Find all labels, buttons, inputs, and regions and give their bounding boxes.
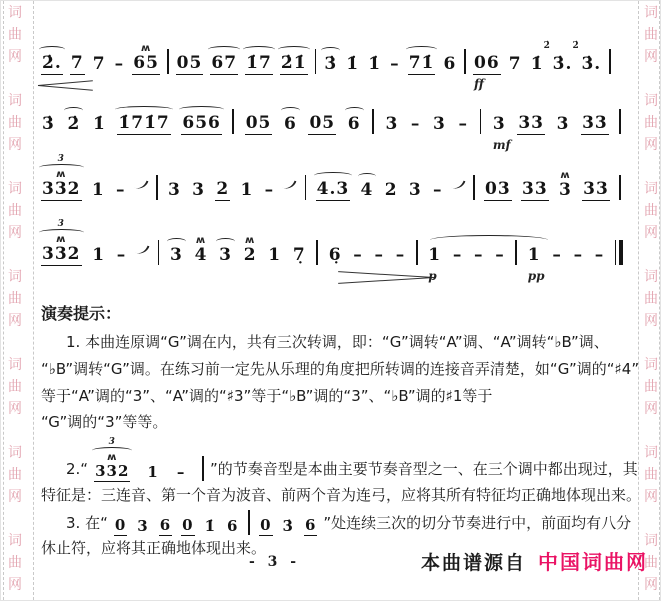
note: 3̇ <box>323 55 338 75</box>
decrescendo-hairpin <box>338 273 434 283</box>
right-margin-dashed-line <box>638 1 639 600</box>
slur-arc <box>208 46 240 53</box>
left-margin-dashed-line <box>33 1 34 600</box>
watermark-character: 网 <box>8 401 22 417</box>
note: 6 <box>159 516 172 534</box>
watermark-character: 网 <box>8 137 22 153</box>
duration-dash: – <box>495 245 505 265</box>
slur-arc <box>281 107 300 114</box>
note: 06 ff <box>474 53 500 91</box>
note: 1 <box>147 463 159 481</box>
barline <box>619 175 621 200</box>
duration-dash: – <box>374 245 384 265</box>
duration-dash: – <box>390 54 400 74</box>
duration-dash: – <box>176 463 186 481</box>
note: 3 <box>169 246 184 266</box>
note: 4 ʍ <box>194 246 209 266</box>
note: 4.3 <box>316 180 351 201</box>
barline <box>167 49 169 74</box>
tips-para1-line3: 等于“A”调的“3”、“A”调的“♯3”等于“♭B”调的“3”、“♭B”调的♯1等于 <box>41 387 493 405</box>
note: 1̇ <box>204 517 217 535</box>
tie-arc <box>430 235 548 245</box>
watermark-character: 网 <box>8 225 22 241</box>
breath-mark <box>135 242 149 256</box>
source-site-name: 中国词曲网 <box>538 550 648 574</box>
note: 656 <box>181 114 222 135</box>
watermark-character: 词 <box>644 533 658 549</box>
note: 3 <box>192 180 205 200</box>
slur-arc <box>243 46 275 53</box>
watermark-character: 曲 <box>8 555 22 571</box>
tips-para2-line2: 特征是：三连音、第一个音为波音、前两个音为连弓，应将其所有特征均正确地体现出来。 <box>41 486 642 504</box>
slur-arc <box>345 107 364 114</box>
watermark-character: 曲 <box>644 555 658 571</box>
note: 71̇ <box>408 54 436 75</box>
duration-dash: – <box>115 180 126 200</box>
note: 1̇ <box>368 54 382 74</box>
slur-arc <box>179 106 224 113</box>
watermark-character: 词 <box>8 93 22 109</box>
duration-dash: – <box>433 180 443 200</box>
note: 65 ʍ <box>132 54 160 75</box>
duration-dash: – <box>116 245 127 265</box>
watermark-character: 曲 <box>8 379 22 395</box>
duration-dash: – <box>114 54 125 74</box>
slur-arc <box>358 173 377 180</box>
watermark-character: 曲 <box>644 27 658 43</box>
note: 3 <box>556 114 570 134</box>
watermark-character: 词 <box>644 357 658 373</box>
watermark-character: 曲 <box>8 27 22 43</box>
left-edge-dashed-line <box>3 1 4 600</box>
watermark-character: 曲 <box>644 467 658 483</box>
barline <box>305 175 307 200</box>
note: 2 <box>384 180 398 200</box>
note: 2̇ <box>66 115 81 135</box>
watermark-character: 词 <box>644 93 658 109</box>
watermark-character: 曲 <box>8 115 22 131</box>
tips-para1-line1: 1. 本曲连原调“G”调在内，共有三次转调，即：“G”调转“A”调、“A”调转“♭B”调、 <box>66 333 609 351</box>
watermark-character: 曲 <box>644 291 658 307</box>
dynamic-marking: pp <box>527 269 545 283</box>
duration-dash: – <box>594 245 605 265</box>
note: 3 mf <box>492 114 511 152</box>
barline <box>464 49 466 74</box>
watermark-character: 曲 <box>644 115 658 131</box>
note: 7̣ <box>292 245 306 265</box>
music-line-1 <box>41 41 611 91</box>
triplet-mordent-mark: 3 ʍ <box>92 438 132 462</box>
watermark-right-column <box>644 1 661 600</box>
slur-arc <box>216 238 235 245</box>
note: 3̇. 2̇ <box>543 41 573 74</box>
note: 332 3 ʍ <box>94 463 130 482</box>
note: 1̇7 <box>245 54 273 75</box>
note: 4 <box>360 181 375 201</box>
note: 1 <box>268 245 282 265</box>
note: 6 <box>347 115 362 135</box>
watermark-character: 词 <box>8 357 22 373</box>
watermark-character: 网 <box>8 489 22 505</box>
duration-dash: – <box>573 245 584 265</box>
watermark-character: 词 <box>8 5 22 21</box>
tips-para3-post: ”处连续三次的切分节奏进行中，前面均有八分 <box>323 514 632 532</box>
note: 6 <box>304 516 317 534</box>
slur-arc <box>115 106 172 113</box>
dynamic-marking: mf <box>492 138 511 152</box>
mordent-mark: ʍ <box>140 43 152 54</box>
barline <box>619 109 621 134</box>
duration-dash: – <box>552 245 562 265</box>
slur-arc <box>64 107 83 114</box>
barline <box>158 240 160 265</box>
duration-dash: – <box>353 245 363 265</box>
note: 33 <box>582 113 608 133</box>
note: 05 <box>176 53 203 73</box>
page-number: - 3 - <box>249 554 301 570</box>
note: 1̇ <box>346 54 360 74</box>
dynamic-marking: p <box>428 269 437 283</box>
watermark-character: 网 <box>644 577 658 593</box>
note: 7 <box>92 54 106 74</box>
note: 6 <box>227 517 239 535</box>
inline-notation-rhythm-motif <box>94 437 204 482</box>
breath-mark <box>134 177 148 191</box>
tips-para2-pre: 2.“ <box>66 460 89 478</box>
note: 332 3 ʍ <box>41 245 82 266</box>
breath-mark <box>283 177 297 191</box>
note: 33 <box>583 179 609 199</box>
note: 0 <box>260 516 272 534</box>
watermark-character: 词 <box>644 5 658 21</box>
duration-dash: – <box>452 245 463 265</box>
note: 6̣ <box>328 246 343 266</box>
watermark-character: 曲 <box>644 203 658 219</box>
barline <box>480 109 482 134</box>
note: 3̇ <box>282 517 294 535</box>
note: 67 <box>210 54 238 75</box>
note: 2 <box>216 179 230 199</box>
watermark-character: 网 <box>644 401 658 417</box>
final-barline <box>615 240 623 265</box>
watermark-character: 网 <box>644 225 658 241</box>
note: 1̇71̇7 <box>117 114 170 135</box>
barline <box>316 240 318 265</box>
watermark-character: 网 <box>644 137 658 153</box>
note: 05 <box>245 113 272 133</box>
note: 03 <box>485 179 511 199</box>
note: 3̇. 2̇ <box>572 41 602 74</box>
music-line-3 <box>41 154 621 201</box>
note: 1̇ <box>92 114 106 134</box>
watermark-character: 词 <box>644 269 658 285</box>
watermark-character: 词 <box>644 445 658 461</box>
barline <box>515 240 517 265</box>
tips-para2-line1 <box>66 437 638 482</box>
watermark-character: 词 <box>8 269 22 285</box>
slur-arc <box>278 46 310 53</box>
note: 2̇. <box>41 54 63 75</box>
note: 3 <box>433 114 446 134</box>
note: 3 <box>385 114 399 134</box>
note: 2̇1̇ <box>280 54 308 75</box>
duration-dash: – <box>410 114 421 134</box>
tips-para3-pre: 3. 在“ <box>66 514 108 532</box>
note: 1 pp <box>527 245 545 283</box>
watermark-character: 网 <box>644 489 658 505</box>
note: 05 <box>309 113 336 133</box>
barline <box>202 456 204 481</box>
note: 33 <box>518 113 544 133</box>
note: 3 ʍ <box>558 181 573 201</box>
watermark-character: 曲 <box>8 291 22 307</box>
note: 3 <box>168 180 181 200</box>
duration-dash: – <box>264 180 275 200</box>
duration-dash: – <box>474 245 484 265</box>
tips-para1-line4: “G”调的“3”等等。 <box>41 413 168 431</box>
slur-arc <box>167 238 186 245</box>
watermark-character: 曲 <box>644 379 658 395</box>
music-line-4 <box>41 219 623 283</box>
note: 0 <box>114 516 127 534</box>
crescendo-hairpin <box>38 81 93 91</box>
barline <box>473 175 475 200</box>
barline <box>156 175 158 200</box>
slur-arc <box>321 47 340 54</box>
note: 1 p <box>427 246 442 266</box>
note: 33 <box>522 179 548 199</box>
watermark-character: 网 <box>8 577 22 593</box>
grace-note: 2̇ <box>543 41 551 51</box>
barline <box>232 109 234 134</box>
watermark-character: 网 <box>8 49 22 65</box>
tips-para1-line2: “♭B”调转“G”调。在练习前一定先从乐理的角度把所转调的连接音弄清楚，如“G”调的“♯4” <box>41 360 640 378</box>
triplet-mordent-mark: 3 ʍ <box>39 220 84 244</box>
source-label: 本曲谱源自 <box>421 552 527 574</box>
mordent-mark: ʍ <box>195 235 207 246</box>
note: 6 <box>443 54 457 74</box>
watermark-character: 曲 <box>8 203 22 219</box>
music-line-2 <box>41 109 621 152</box>
watermark-character: 词 <box>8 445 22 461</box>
watermark-character: 词 <box>644 181 658 197</box>
barline <box>416 240 418 265</box>
note: 3 <box>137 517 149 535</box>
slur-arc <box>314 172 353 179</box>
barline <box>315 49 317 74</box>
note: 3̇ <box>42 114 55 134</box>
breath-mark <box>451 177 465 191</box>
tips-heading: 演奏提示： <box>41 304 122 323</box>
note: 1 <box>91 180 105 200</box>
slur-arc <box>406 46 438 53</box>
note: 7 <box>70 53 84 73</box>
watermark-character: 曲 <box>8 467 22 483</box>
watermark-left-column <box>8 1 26 600</box>
tips-para3-line1 <box>66 510 631 536</box>
watermark-character: 词 <box>8 533 22 549</box>
inline-notation-syncopation <box>114 510 318 536</box>
barline <box>248 510 250 535</box>
note: 1 <box>240 180 254 200</box>
note: 3 <box>408 180 422 200</box>
note: 332 3 ʍ <box>41 180 82 201</box>
watermark-character: 网 <box>644 49 658 65</box>
note: 6 <box>283 115 298 135</box>
mordent-mark: ʍ <box>245 235 256 246</box>
dynamic-marking: ff <box>474 77 484 91</box>
barline <box>372 109 374 134</box>
barline <box>609 49 611 74</box>
watermark-character: 网 <box>8 313 22 329</box>
note: 0 <box>182 516 194 534</box>
duration-dash: – <box>458 114 469 134</box>
tips-para3-line2: 休止符，应将其正确地体现出来。 <box>41 539 267 557</box>
slur-arc <box>39 46 65 53</box>
watermark-character: 词 <box>8 181 22 197</box>
duration-dash: – <box>395 245 406 265</box>
note: 1̇ <box>530 54 544 74</box>
note: 1 <box>92 245 106 265</box>
grace-note: 2̇ <box>572 41 580 51</box>
mordent-mark: ʍ <box>560 170 571 181</box>
note: 2 ʍ <box>243 246 258 266</box>
tips-para2-post: ”的节奏音型是本曲主要节奏音型之一、在三个调中都出现过，其 <box>209 460 638 478</box>
triplet-mordent-mark: 3 ʍ <box>39 155 84 179</box>
note: 3 <box>218 246 233 266</box>
watermark-character: 网 <box>644 313 658 329</box>
note: 7 <box>508 54 522 74</box>
